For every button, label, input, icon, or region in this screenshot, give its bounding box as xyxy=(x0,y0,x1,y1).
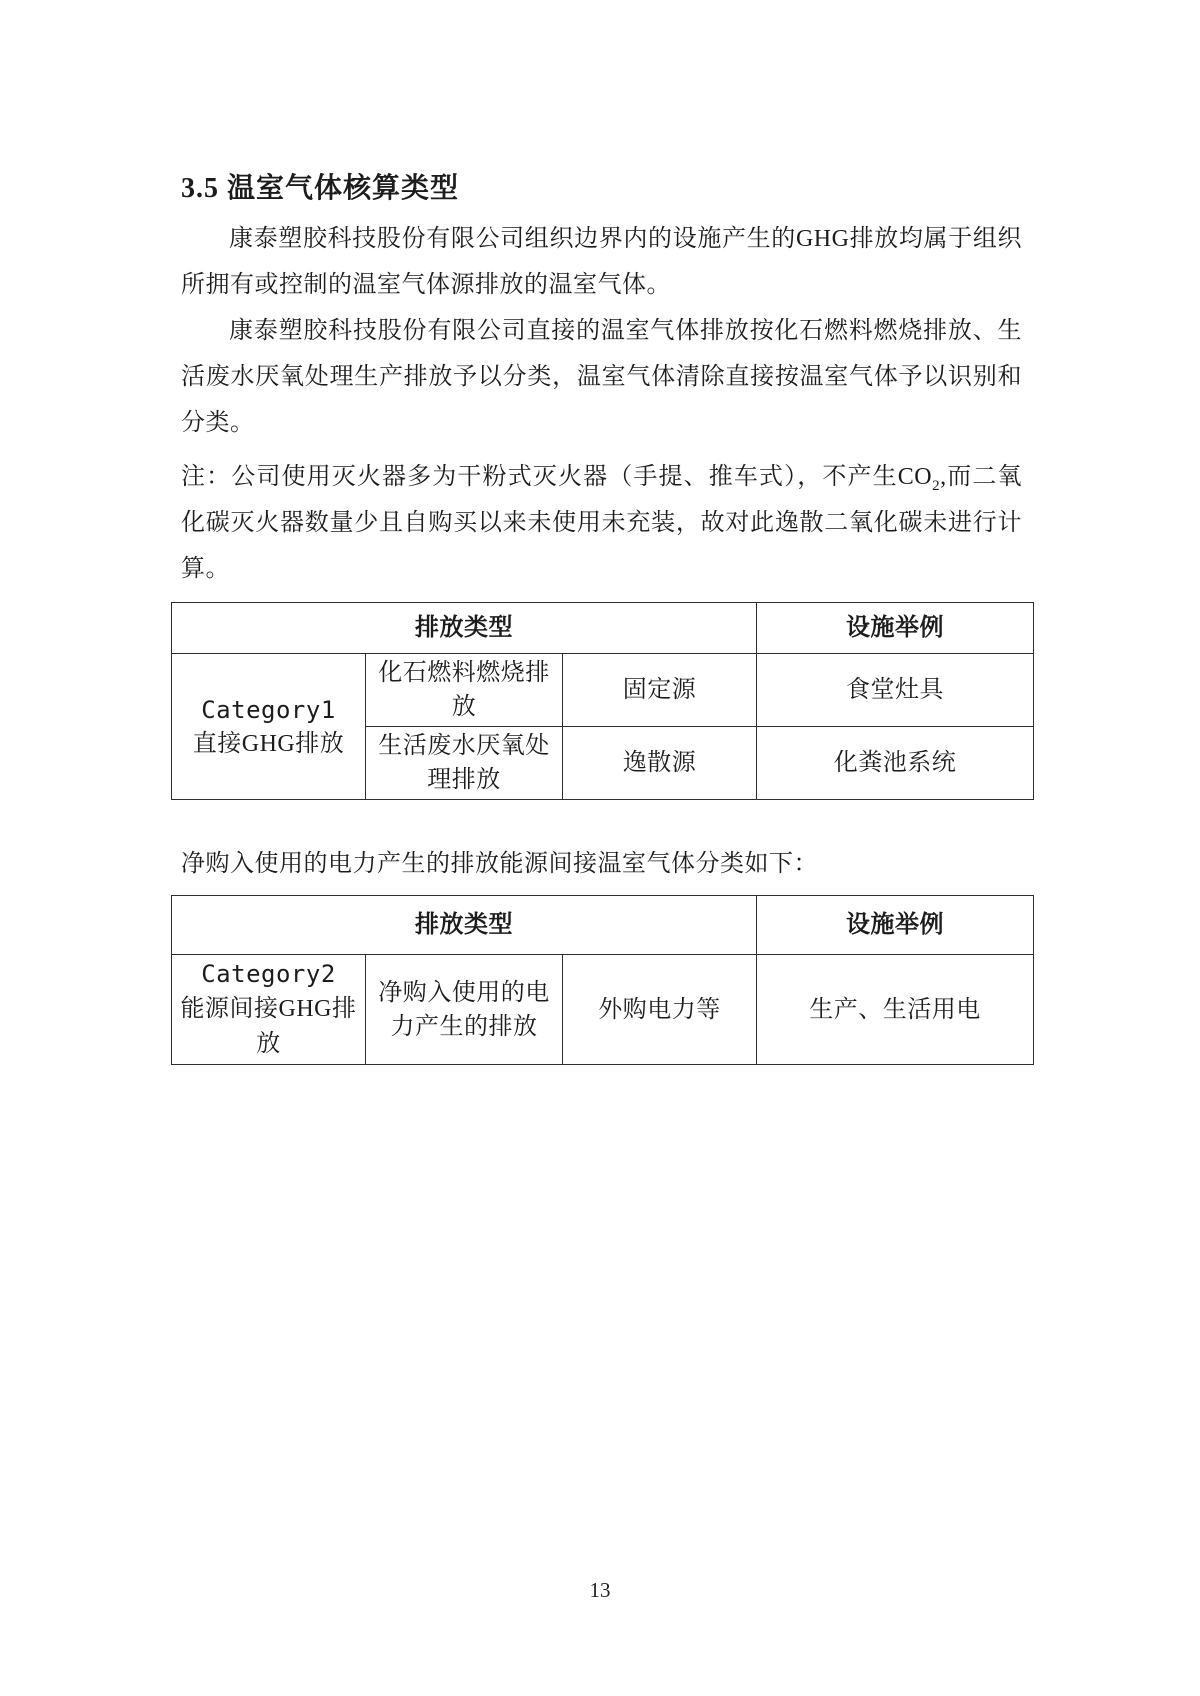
table2-row1-source-form-cell: 外购电力等 xyxy=(563,955,757,1065)
table1-category-code: Category1 xyxy=(201,695,336,724)
table-category2-indirect-ghg xyxy=(171,895,1034,1065)
table2-category-label: 能源间接GHG排放 xyxy=(180,996,357,1057)
table1-row2-emission-cell: 生活废水厌氧处理排放 xyxy=(366,727,563,800)
table1-row2-facility-cell: 化粪池系统 xyxy=(757,727,1034,800)
table1-row-fossil-fuel xyxy=(172,654,1034,727)
table2-row-purchased-electricity xyxy=(172,955,1034,1065)
paragraph-scope2-intro: 净购入使用的电力产生的排放能源间接温室气体分类如下： xyxy=(181,851,818,877)
paragraph-note xyxy=(181,454,1022,592)
table1-category-cell xyxy=(172,654,366,800)
note-text-suffix: ,而二氧化碳灭火器数量少且自购买以来未使用未充装，故对此逸散二氧化碳未进行计算。 xyxy=(181,464,1022,582)
note-text-prefix: 注：公司使用灭火器多为干粉式灭火器（手提、推车式），不产生CO xyxy=(181,464,933,490)
table1-row1-facility-cell: 食堂灶具 xyxy=(757,654,1034,727)
table1-category-label: 直接GHG排放 xyxy=(192,730,345,757)
page-number: 13 xyxy=(589,1578,611,1602)
table2-row1-facility-cell: 生产、生活用电 xyxy=(757,955,1034,1065)
table1-emission-type-header: 排放类型 xyxy=(172,603,757,654)
paragraph-org-boundary: 康泰塑胶科技股份有限公司组织边界内的设施产生的GHG排放均属于组织所拥有或控制的温室气体源排放的温室气体。 xyxy=(181,226,1022,298)
table2-header-row xyxy=(172,896,1034,955)
page-content xyxy=(181,170,1022,1065)
table2-row1-emission-cell: 净购入使用的电力产生的排放 xyxy=(366,955,563,1065)
paragraph-emission-classification: 康泰塑胶科技股份有限公司直接的温室气体排放按化石燃料燃烧排放、生活废水厌氧处理生产排放予以分类，温室气体清除直接按温室气体予以识别和分类。 xyxy=(181,318,1022,436)
table1-row1-emission-cell: 化石燃料燃烧排放 xyxy=(366,654,563,727)
table1-row2-source-form-cell: 逸散源 xyxy=(563,727,757,800)
table1-facility-example-header: 设施举例 xyxy=(757,603,1034,654)
table-category1-direct-ghg xyxy=(171,602,1034,800)
table2-emission-type-header: 排放类型 xyxy=(172,896,757,955)
co2-subscript: 2 xyxy=(932,477,941,494)
table1-header-row xyxy=(172,603,1034,654)
table1-row1-source-form-cell: 固定源 xyxy=(563,654,757,727)
table2-category-cell xyxy=(172,955,366,1065)
table2-facility-example-header: 设施举例 xyxy=(757,896,1034,955)
section-heading: 3.5 温室气体核算类型 xyxy=(181,173,460,204)
table2-category-code: Category2 xyxy=(201,960,336,988)
